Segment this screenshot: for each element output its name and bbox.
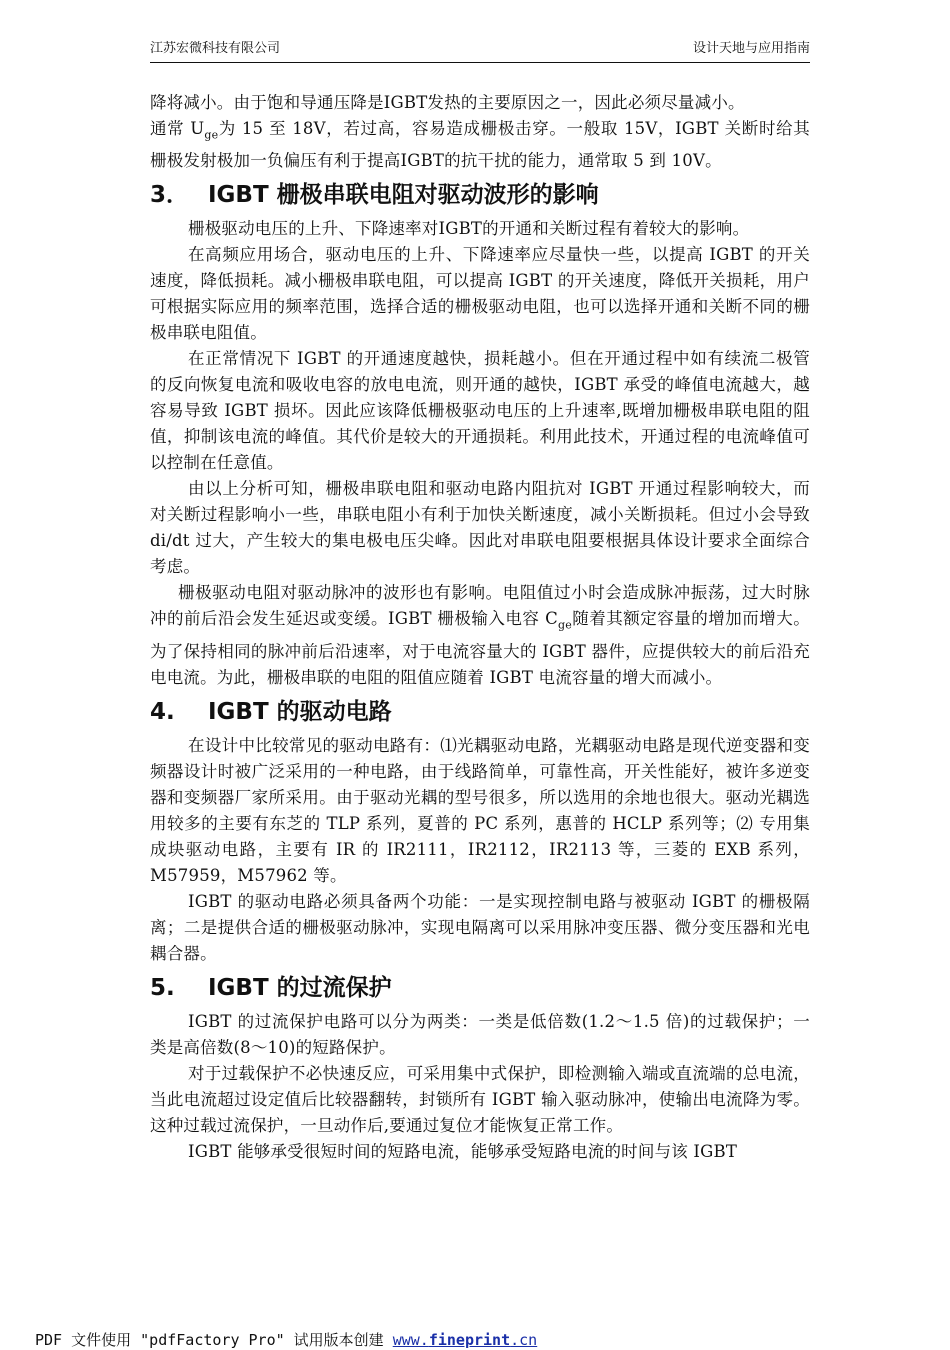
- paragraph: 在正常情况下 IGBT 的开通速度越快，损耗越小。但在开通过程中如有续流二极管的反向恢复电流和吸收电容的放电电流，则开通的越快，IGBT 承受的峰值电流越大，越容易导致 IGBT 损坏。因此应该降低栅极驱动电压的上升速率,既增加栅极串联电阻的阻值，抑制该电流的峰值。其代价是较大的开通损耗。利用此技术，开通过程的电流峰值可以控制在任意值。: [150, 349, 810, 473]
- pdf-footer: PDF 文件使用 "pdfFactory Pro" 试用版本创建 www.fineprint.cn: [35, 1331, 538, 1349]
- paragraph: IGBT 的过流保护电路可以分为两类：一类是低倍数(1.2～1.5 倍)的过载保护；一类是高倍数(8～10)的短路保护。: [150, 1011, 810, 1057]
- paragraph: 降将减小。由于饱和导通压降是IGBT发热的主要原因之一，因此必须尽量减小。: [150, 93, 745, 112]
- paragraph: 通常 $U_{ge}$为 15 至 18V，若过高，容易造成栅极击穿。一般取 15V，IGBT 关断时给其栅极发射极加一负偏压有利于提高IGBT的抗干扰的能力，通常取 5 到 10V。: [150, 119, 810, 171]
- header-company: 江苏宏微科技有限公司: [150, 41, 281, 56]
- paragraph: 栅极驱动电阻对驱动脉冲的波形也有影响。电阻值过小时会造成脉冲振荡，过大时脉冲的前后沿会发生延迟或变缓。IGBT 栅极输入电容 $C_{ge}$随着其额定容量的增加而增大。为了保持相同的脉冲前后沿速率，对于电流容量大的 IGBT 器件，应提供较大的前后沿充电电流。为此，栅极串联的电阻的阻值应随着 IGBT 电流容量的增大而减小。: [150, 583, 810, 687]
- header-section: 设计天地与应用指南: [692, 41, 810, 56]
- paragraph: 在高频应用场合，驱动电压的上升、下降速率应尽量快一些，以提高 IGBT 的开关速度，降低损耗。减小栅极串联电阻，可以提高 IGBT 的开关速度，降低开关损耗，用户可根据实际应用的频率范围，选择合适的栅极驱动电阻，也可以选择开通和关断不同的栅极串联电阻值。: [150, 245, 810, 343]
- page-header: [150, 40, 810, 63]
- section-heading-5: 5. IGBT 的过流保护: [150, 974, 392, 1001]
- paragraph: IGBT 能够承受很短时间的短路电流，能够承受短路电流的时间与该 IGBT: [188, 1141, 738, 1161]
- document-body: [150, 90, 810, 1165]
- paragraph: 由以上分析可知，栅极串联电阻和驱动电路内阻抗对 IGBT 开通过程影响较大，而对关断过程影响小一些，串联电阻小有利于加快关断速度，减小关断损耗。但过小会导致 di/dt 过大，产生较大的集电极电压尖峰。因此对串联电阻要根据具体设计要求全面综合考虑。: [150, 479, 810, 577]
- section-heading-3: 3． IGBT 栅极串联电阻对驱动波形的影响: [150, 182, 599, 209]
- footer-link[interactable]: www.fineprint.cn: [392, 1331, 538, 1349]
- paragraph: 对于过载保护不必快速反应，可采用集中式保护，即检测输入端或直流端的总电流，当此电流超过设定值后比较器翻转，封锁所有 IGBT 输入驱动脉冲，使输出电流降为零。这种过载过流保护，一旦动作后,要通过复位才能恢复正常工作。: [150, 1063, 810, 1135]
- paragraph: IGBT 的驱动电路必须具备两个功能：一是实现控制电路与被驱动 IGBT 的栅极隔离；二是提供合适的栅极驱动脉冲，实现电隔离可以采用脉冲变压器、微分变压器和光电耦合器。: [150, 891, 810, 963]
- section-heading-4: 4. IGBT 的驱动电路: [150, 698, 392, 725]
- paragraph: 在设计中比较常见的驱动电路有：⑴光耦驱动电路，光耦驱动电路是现代逆变器和变频器设计时被广泛采用的一种电路，由于线路简单，可靠性高，开关性能好，被许多逆变器和变频器厂家所采用。由于驱动光耦的型号很多，所以选用的余地也很大。驱动光耦选用较多的主要有东芝的 TLP 系列，夏普的 PC 系列，惠普的 HCLP 系列等；⑵ 专用集成块驱动电路，主要有 IR 的 IR2111，IR2112，IR2113 等，三菱的 EXB 系列，M57959，M57962 等。: [150, 735, 810, 885]
- paragraph: 栅极驱动电压的上升、下降速率对IGBT的开通和关断过程有着较大的影响。: [188, 219, 750, 239]
